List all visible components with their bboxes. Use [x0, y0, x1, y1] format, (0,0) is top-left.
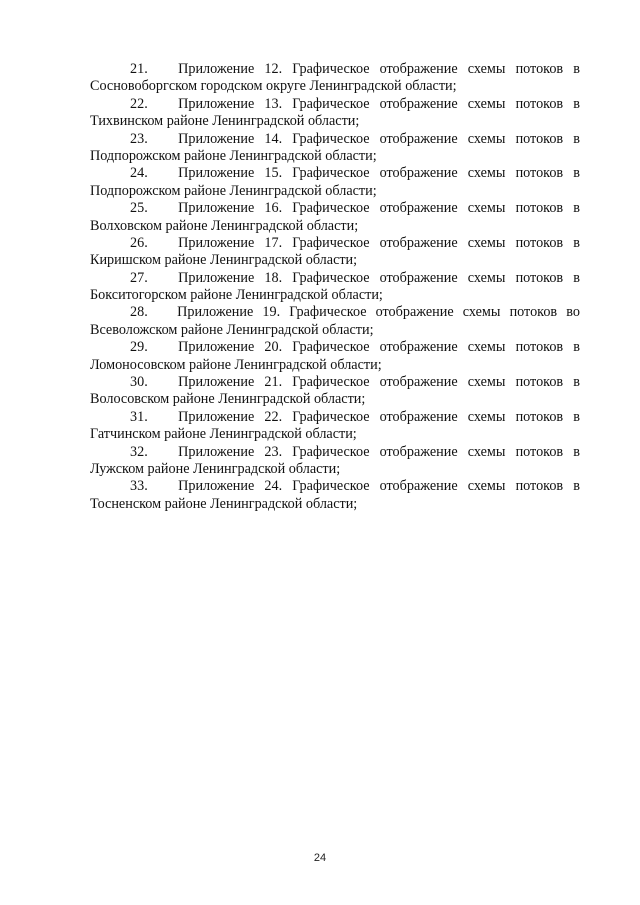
entry-word: отображение: [379, 374, 458, 391]
entry-word: Приложение: [178, 234, 255, 251]
entry-word: отображение: [379, 408, 458, 425]
entry-first-line: [90, 165, 580, 182]
list-item: [90, 200, 580, 235]
entry-word: 20.: [264, 339, 283, 356]
entry-word: в: [573, 61, 580, 77]
entry-word: Приложение: [178, 61, 255, 77]
entry-word: Графическое: [292, 130, 370, 147]
entry-word: в: [573, 339, 580, 356]
entry-word: схемы: [467, 61, 506, 77]
entry-first-line: [90, 200, 580, 217]
list-item: [90, 444, 580, 479]
list-item: [90, 96, 580, 131]
entry-word: отображение: [379, 269, 458, 286]
entry-word: потоков: [515, 478, 564, 495]
list-item: [90, 478, 580, 513]
entry-continuation: Подпорожском районе Ленинградской области;: [90, 147, 377, 164]
entry-continuation: Подпорожском районе Ленинградской области;: [90, 182, 377, 199]
entry-word: Графическое: [292, 61, 370, 77]
entry-word: схемы: [467, 234, 506, 251]
entry-first-line: [90, 444, 580, 461]
page-number: 24: [313, 852, 327, 864]
entry-continuation: Тосненском районе Ленинградской области;: [90, 495, 358, 512]
entry-continuation: Киришском районе Ленинградской области;: [90, 252, 358, 269]
entry-word: потоков: [515, 61, 564, 77]
entry-number: 26.: [130, 234, 148, 251]
entry-word: отображение: [379, 443, 458, 460]
entry-word: в: [573, 478, 580, 495]
entry-word: Приложение: [177, 304, 254, 321]
entry-word: отображение: [379, 130, 458, 147]
entry-number: 28.: [130, 304, 148, 321]
entry-word: потоков: [515, 339, 564, 356]
entry-word: Приложение: [178, 339, 255, 356]
entry-word: потоков: [515, 374, 564, 391]
entry-number: 29.: [130, 339, 148, 356]
entry-word: Графическое: [292, 95, 370, 112]
list-item: [90, 409, 580, 444]
entry-word: схемы: [467, 339, 506, 356]
entry-word: Графическое: [292, 478, 370, 495]
list-item: [90, 304, 580, 339]
entry-word: потоков: [515, 234, 564, 251]
entry-word: в: [573, 374, 580, 391]
entry-word: схемы: [467, 200, 506, 217]
entry-word: потоков: [515, 165, 564, 182]
entry-word: схемы: [467, 165, 506, 182]
entry-word: схемы: [467, 269, 506, 286]
entry-continuation: Волховском районе Ленинградской области;: [90, 217, 359, 234]
entry-number: 30.: [130, 374, 148, 391]
entry-word: 22.: [264, 408, 283, 425]
entry-first-line: [90, 374, 580, 391]
entry-first-line: [90, 304, 580, 321]
entry-word: в: [573, 95, 580, 112]
entry-word: 12.: [264, 61, 283, 77]
entry-number: 21.: [130, 61, 148, 77]
entry-word: Графическое: [292, 443, 370, 460]
entry-word: во: [566, 304, 580, 321]
entry-word: 19.: [262, 304, 281, 321]
entry-word: в: [573, 130, 580, 147]
entry-number: 32.: [130, 443, 148, 460]
entry-word: Приложение: [178, 95, 255, 112]
entry-number: 22.: [130, 95, 148, 112]
entry-word: Приложение: [178, 408, 255, 425]
entry-continuation: Сосновоборгском городском округе Ленинградской области;: [90, 78, 457, 95]
entry-first-line: [90, 270, 580, 287]
entry-word: 16.: [264, 200, 283, 217]
entry-first-line: [90, 131, 580, 148]
entry-word: отображение: [379, 165, 458, 182]
entry-word: Графическое: [292, 339, 370, 356]
entry-word: 17.: [264, 234, 283, 251]
entry-word: схемы: [467, 478, 506, 495]
entry-continuation: Бокситогорском районе Ленинградской области;: [90, 287, 383, 304]
entry-word: Приложение: [178, 165, 255, 182]
entry-word: отображение: [379, 478, 458, 495]
entry-word: отображение: [379, 339, 458, 356]
entry-number: 25.: [130, 200, 148, 217]
entry-word: 14.: [264, 130, 283, 147]
entry-word: Приложение: [178, 478, 255, 495]
entry-word: в: [573, 269, 580, 286]
entry-word: Графическое: [292, 234, 370, 251]
entry-word: потоков: [509, 304, 558, 321]
entry-word: потоков: [515, 130, 564, 147]
entry-word: в: [573, 200, 580, 217]
entry-word: Графическое: [292, 200, 370, 217]
entry-word: отображение: [379, 234, 458, 251]
entry-continuation: Лужском районе Ленинградской области;: [90, 460, 341, 477]
entry-word: потоков: [515, 200, 564, 217]
entry-word: Приложение: [178, 374, 255, 391]
document-body: [90, 61, 580, 513]
entry-word: Приложение: [178, 269, 255, 286]
list-item: [90, 61, 580, 96]
entry-number: 31.: [130, 408, 148, 425]
entry-continuation: Тихвинском районе Ленинградской области;: [90, 113, 360, 130]
entry-word: схемы: [467, 95, 506, 112]
entry-word: потоков: [515, 269, 564, 286]
entry-word: потоков: [515, 95, 564, 112]
entry-first-line: [90, 478, 580, 495]
entry-continuation: Ломоносовском районе Ленинградской области;: [90, 356, 382, 373]
entry-word: 18.: [264, 269, 283, 286]
entry-word: потоков: [515, 443, 564, 460]
entry-word: схемы: [467, 443, 506, 460]
entry-word: Приложение: [178, 443, 255, 460]
entry-word: схемы: [467, 130, 506, 147]
list-item: [90, 270, 580, 305]
entry-word: 13.: [264, 95, 283, 112]
list-item: [90, 339, 580, 374]
entry-continuation: Гатчинском районе Ленинградской области;: [90, 426, 357, 443]
entry-word: 21.: [264, 374, 283, 391]
entry-word: 23.: [264, 443, 283, 460]
entry-first-line: [90, 235, 580, 252]
list-item: [90, 235, 580, 270]
entry-number: 23.: [130, 130, 148, 147]
entry-word: в: [573, 408, 580, 425]
entry-word: 15.: [264, 165, 283, 182]
entry-word: схемы: [467, 408, 506, 425]
entry-word: Приложение: [178, 200, 255, 217]
list-item: [90, 131, 580, 166]
entry-word: Приложение: [178, 130, 255, 147]
entry-number: 27.: [130, 269, 148, 286]
entry-word: Графическое: [292, 408, 370, 425]
list-item: [90, 165, 580, 200]
entry-number: 33.: [130, 478, 148, 495]
entry-word: схемы: [462, 304, 501, 321]
entry-word: отображение: [375, 304, 454, 321]
entry-word: 24.: [264, 478, 283, 495]
entry-word: отображение: [379, 61, 458, 77]
entry-word: в: [573, 234, 580, 251]
entry-word: Графическое: [292, 269, 370, 286]
entry-number: 24.: [130, 165, 148, 182]
entry-first-line: [90, 339, 580, 356]
list-item: [90, 374, 580, 409]
entry-first-line: [90, 61, 580, 78]
entry-word: Графическое: [292, 374, 370, 391]
entry-word: схемы: [467, 374, 506, 391]
entry-word: в: [573, 443, 580, 460]
entry-continuation: Всеволожском районе Ленинградской области;: [90, 321, 374, 338]
entry-first-line: [90, 96, 580, 113]
entry-first-line: [90, 409, 580, 426]
entry-word: потоков: [515, 408, 564, 425]
entry-word: Графическое: [289, 304, 367, 321]
entry-word: отображение: [379, 95, 458, 112]
entry-word: в: [573, 165, 580, 182]
entry-word: Графическое: [292, 165, 370, 182]
entry-continuation: Волосовском районе Ленинградской области;: [90, 391, 366, 408]
entry-word: отображение: [379, 200, 458, 217]
